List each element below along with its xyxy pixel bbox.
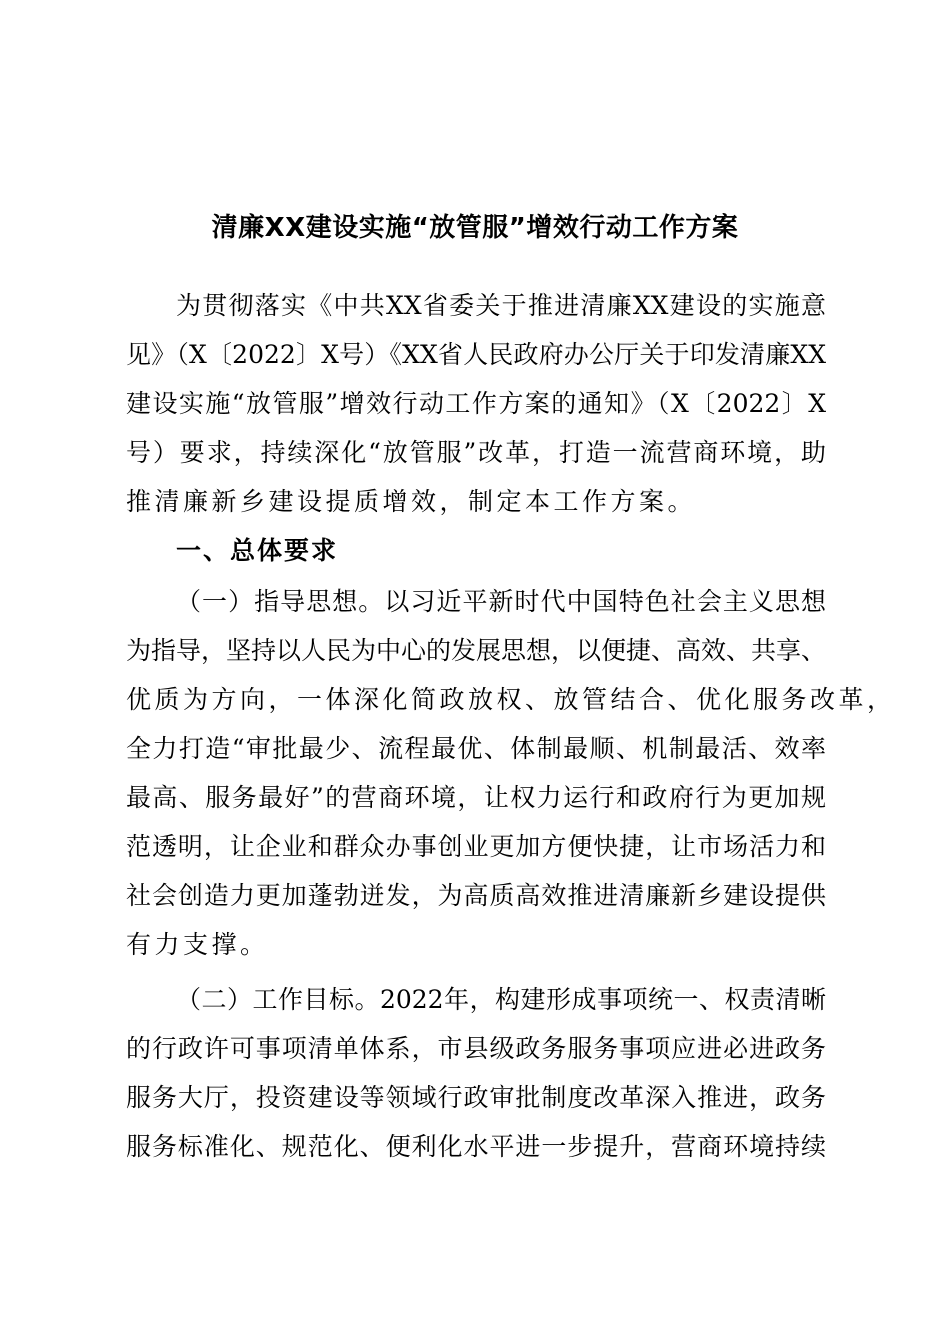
section-heading: 一、总体要求 bbox=[176, 536, 339, 565]
paragraph-line: 为贯彻落实《中共XX省委关于推进清廉XX建设的实施意 bbox=[176, 291, 826, 320]
paragraph-line: 优质为方向，一体深化简政放权、放管结合、优化服务改革， bbox=[126, 685, 896, 714]
paragraph-line: 的行政许可事项清单体系，市县级政务服务事项应进必进政务 bbox=[126, 1034, 826, 1063]
paragraph-line: 见》（X〔2022〕X号）《XX省人民政府办公厅关于印发清廉XX bbox=[126, 340, 826, 369]
paragraph-line: 为指导，坚持以人民为中心的发展思想，以便捷、高效、共享、 bbox=[126, 636, 827, 665]
paragraph-line: （一）指导思想。以习近平新时代中国特色社会主义思想 bbox=[176, 587, 826, 616]
paragraph-line: 全力打造“审批最少、流程最优、体制最顺、机制最活、效率 bbox=[126, 734, 826, 763]
paragraph-line: 服务大厅，投资建设等领域行政审批制度改革深入推进，政务 bbox=[126, 1083, 826, 1112]
paragraph-line: 建设实施“放管服”增效行动工作方案的通知》（X〔2022〕X bbox=[126, 389, 826, 418]
paragraph-line: 服务标准化、规范化、便利化水平进一步提升，营商环境持续 bbox=[126, 1132, 826, 1161]
paragraph-line: 最高、服务最好”的营商环境，让权力运行和政府行为更加规 bbox=[126, 783, 826, 812]
paragraph-line: （二）工作目标。2022年，构建形成事项统一、权责清晰 bbox=[176, 985, 826, 1014]
paragraph-line: 范透明，让企业和群众办事创业更加方便快捷，让市场活力和 bbox=[126, 832, 826, 861]
document-title: 清廉XX建设实施“放管服”增效行动工作方案 bbox=[211, 213, 739, 243]
paragraph-line: 社会创造力更加蓬勃迸发，为高质高效推进清廉新乡建设提供 bbox=[126, 881, 826, 910]
paragraph-line: 号）要求，持续深化“放管服”改革，打造一流营商环境，助 bbox=[126, 438, 826, 467]
paragraph-line: 推清廉新乡建设提质增效，制定本工作方案。 bbox=[126, 487, 697, 516]
paragraph-line: 有力支撑。 bbox=[126, 930, 269, 959]
